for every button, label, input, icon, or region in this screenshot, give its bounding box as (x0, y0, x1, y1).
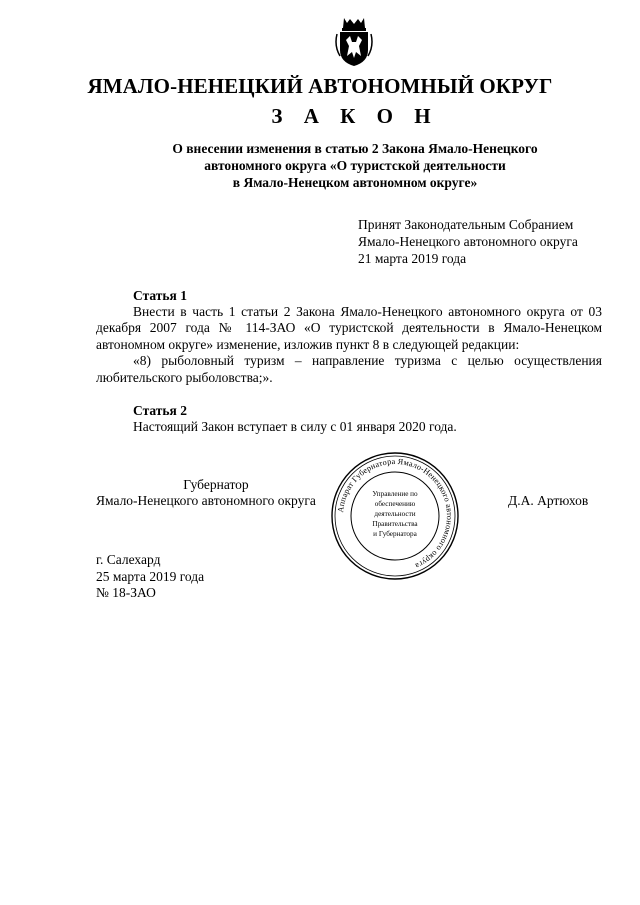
signing-date: 25 марта 2019 года (96, 568, 205, 584)
article-paragraph: Внести в часть 1 статьи 2 Закона Ямало-Ненецкого автономного округа от 03 декабря 2007 года № 114-ЗАО «О туристской деятельности в Ямало-Ненецком автономном округе» изменение, изложив пункт 8 в следующей редакции: (96, 304, 602, 352)
article-1-heading: Статья 1 (133, 288, 187, 303)
law-number: № 18-ЗАО (96, 585, 156, 600)
official-seal (329, 450, 461, 582)
adoption-block (358, 216, 618, 267)
seal-ring-text: Аппарат Губернатора Ямало-Ненецкого автономного округа (336, 456, 455, 571)
adoption-line: Принят Законодательным Собранием (358, 217, 574, 232)
article-2-body (96, 419, 602, 435)
place-date-block (96, 552, 204, 602)
article-paragraph: «8) рыболовный туризм – направление туризма с целью осуществления любительского рыболовства;». (96, 353, 602, 385)
subject-line: в Ямало-Ненецком автономном округе» (232, 175, 478, 190)
article-2-heading: Статья 2 (133, 403, 187, 418)
article-1-body (96, 304, 602, 386)
coat-of-arms-icon (334, 16, 374, 68)
article-paragraph: Настоящий Закон вступает в силу с 01 января 2020 года. (133, 419, 457, 434)
law-title: З А К О Н (271, 104, 439, 128)
adoption-line: Ямало-Ненецкого автономного округа (358, 234, 578, 249)
seal-center-line: Управление по (372, 490, 418, 498)
subject-line: автономного округа «О туристской деятельности (204, 158, 506, 173)
seal-center-line: обеспечению (374, 500, 416, 508)
governor-title: Губернатор (183, 477, 249, 492)
governor-region: Ямало-Ненецкого автономного округа (96, 493, 316, 508)
subject-line: О внесении изменения в статью 2 Закона Ямало-Ненецкого (172, 141, 538, 156)
law-subject (100, 140, 610, 191)
adoption-date: 21 марта 2019 года (358, 251, 467, 266)
city: г. Салехард (96, 552, 161, 567)
seal-center-line: деятельности (374, 510, 416, 518)
seal-center-line: и Губернатора (373, 530, 417, 538)
seal-center-line: Правительства (372, 520, 418, 528)
governor-name: Д.А. Артюхов (508, 493, 589, 508)
region-title: ЯМАЛО-НЕНЕЦКИЙ АВТОНОМНЫЙ ОКРУГ (87, 74, 553, 98)
